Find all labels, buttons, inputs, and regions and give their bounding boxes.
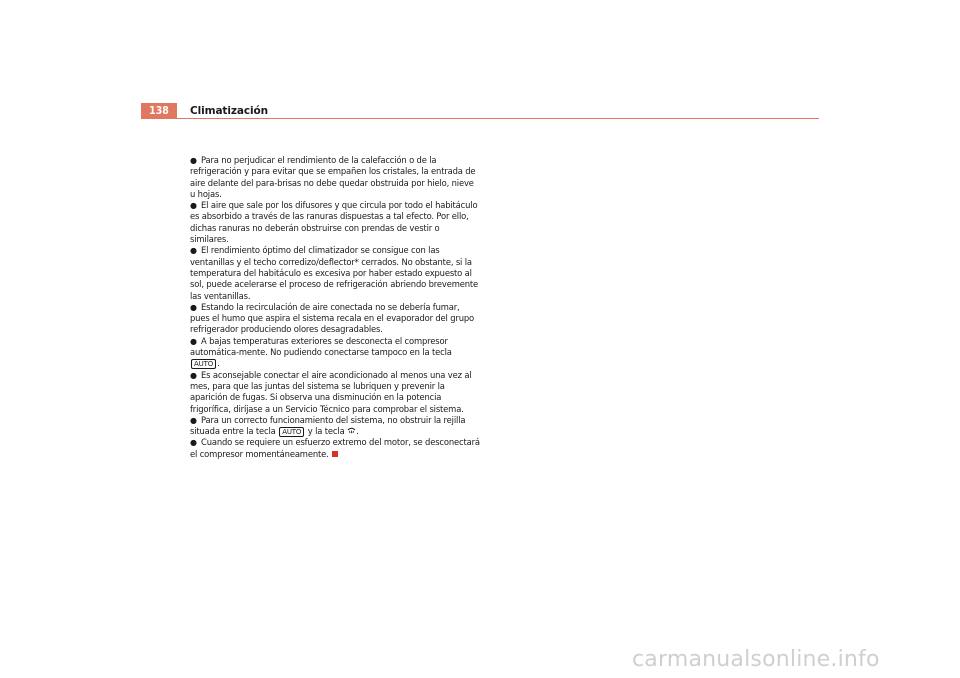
bullet-icon: ● [190, 438, 197, 448]
list-item [190, 245, 480, 301]
bullet-icon: ● [190, 370, 197, 380]
item-text: El rendimiento óptimo del climatizador se consigue con las ventanillas y el techo corredizo/deflector* cerrados. No obstante, si la temperatura del habitáculo es excesiva por haber estado expuesto al sol, puede acelerarse el proceso de refrigeración abriendo brevemente las ventanillas. [190, 245, 479, 301]
list-item [190, 200, 480, 245]
header-rule [177, 118, 819, 119]
item-text: Es aconsejable conectar el aire acondicionado al menos una vez al mes, para que las juntas del sistema se lubriquen y prevenir la aparición de fugas. Si observa una disminución en la potencia frigorífica, diríjase a un Servicio Técnico para comprobar el sistema. [190, 369, 472, 414]
list-item [190, 336, 480, 370]
bullet-list [190, 155, 480, 460]
list-item [190, 155, 480, 200]
page-header [141, 103, 819, 119]
item-text: A bajas temperaturas exteriores se desconecta el compresor automática-mente. No pudiendo conectarse tampoco en la tecla [190, 335, 452, 358]
bullet-icon: ● [190, 336, 197, 346]
bullet-icon: ● [190, 201, 197, 211]
bullet-icon: ● [190, 415, 197, 425]
auto-key-label: AUTO [279, 427, 304, 437]
watermark: carmanualsonline.info [632, 647, 880, 672]
item-text: Cuando se requiere un esfuerzo extremo del motor, se desconectará el compresor momentáneamente. [190, 437, 480, 459]
item-text: Para no perjudicar el rendimiento de la calefacción o de la refrigeración y para evitar que se empañen los cristales, la entrada de aire delante del para-brisas no debe quedar obstruida por hielo, nieve u hojas. [190, 155, 476, 199]
defrost-icon [347, 426, 356, 434]
item-text: El aire que sale por los difusores y que circula por todo el habitáculo es absorbido a través de las ranuras dispuestas a tal efecto. Por ello, dichas ranuras no deberán obstruirse con prendas de vestir o similares. [190, 200, 478, 245]
bullet-icon: ● [190, 246, 197, 256]
item-text: Estando la recirculación de aire conectada no se debería fumar, pues el humo que aspira el sistema recala en el evaporador del grupo refrigerador produciendo olores desagradables. [190, 301, 475, 335]
item-text: . [356, 426, 359, 437]
item-text: . [217, 358, 220, 369]
list-item [190, 370, 480, 415]
auto-key-label: AUTO [191, 359, 216, 369]
page-title: Climatización [190, 105, 268, 117]
page-number: 138 [141, 103, 177, 119]
list-item [190, 302, 480, 336]
bullet-icon: ● [190, 302, 197, 312]
item-text: Para un correcto funcionamiento del sistema, no obstruir la rejilla situada entre la tecla [190, 414, 466, 437]
list-item [190, 437, 480, 460]
item-text: y la tecla [305, 426, 348, 437]
list-item [190, 415, 480, 438]
end-of-section-icon [332, 451, 338, 457]
bullet-icon: ● [190, 156, 197, 165]
